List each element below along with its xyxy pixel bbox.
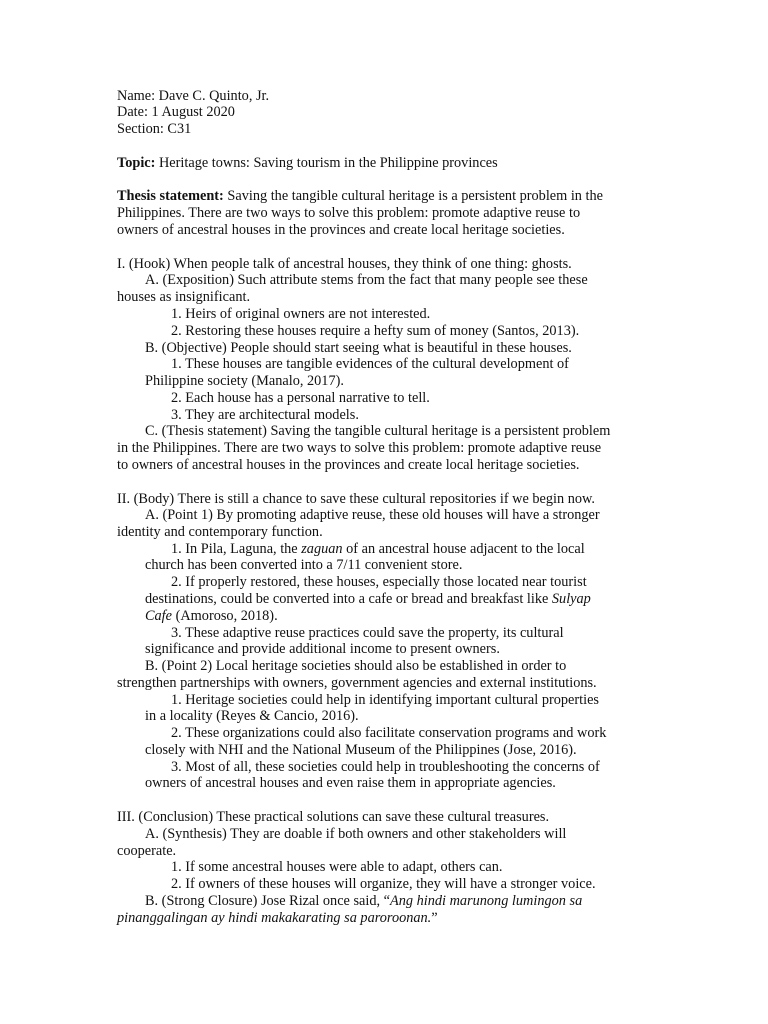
s2-a2-text: destinations, could be converted into a cafe or bread and breakfast like	[145, 591, 552, 607]
s1-a-subitem-2: 2. Restoring these houses require a hefty sum of money (Santos, 2013).	[171, 323, 580, 339]
s2-item-b-line-2: strengthen partnerships with owners, government agencies and external institutions.	[117, 675, 597, 691]
s2-a-subitem-3-line-1: 3. These adaptive reuse practices could save the property, its cultural	[171, 625, 564, 641]
thesis-line-1	[117, 188, 603, 205]
name-line: Name: Dave C. Quinto, Jr.	[117, 88, 270, 104]
s2-item-b-line-1: B. (Point 2) Local heritage societies should also be established in order to	[145, 658, 567, 674]
thesis-text-1: Saving the tangible cultural heritage is a persistent problem in the	[227, 188, 603, 204]
s2-a-subitem-2-line-2	[145, 591, 591, 608]
thesis-label: Thesis statement:	[117, 188, 224, 204]
s1-item-b: B. (Objective) People should start seeing what is beautiful in these houses.	[145, 340, 572, 356]
s2-b-subitem-3-line-2: owners of ancestral houses and even raise them in appropriate agencies.	[145, 775, 556, 791]
s2-a-subitem-2-line-3	[145, 608, 278, 625]
s2-a2-italic-2: Cafe	[145, 608, 173, 624]
s2-a1-italic: zaguan	[301, 541, 343, 557]
section-3-heading: III. (Conclusion) These practical solutions can save these cultural treasures.	[117, 809, 550, 825]
s3-item-a-line-1: A. (Synthesis) They are doable if both owners and other stakeholders will	[145, 826, 567, 842]
date-line: Date: 1 August 2020	[117, 104, 235, 120]
thesis-line-3: owners of ancestral houses in the provinces and create local heritage societies.	[117, 222, 565, 238]
s3-item-b-line-2	[117, 910, 438, 927]
s3-item-b-line-1	[145, 893, 582, 910]
s2-a-subitem-3-line-2: significance and provide additional income to present owners.	[145, 641, 500, 657]
s2-a1-text-post: of an ancestral house adjacent to the local	[342, 541, 585, 557]
s2-b-subitem-2-line-1: 2. These organizations could also facilitate conservation programs and work	[171, 725, 607, 741]
s1-b-subitem-2: 2. Each house has a personal narrative to tell.	[171, 390, 430, 406]
thesis-line-2: Philippines. There are two ways to solve this problem: promote adaptive reuse to	[117, 205, 581, 221]
s2-b-subitem-1-line-1: 1. Heritage societies could help in identifying important cultural properties	[171, 692, 599, 708]
s2-a-subitem-1-line-1	[171, 541, 585, 558]
s2-a1-text-pre: 1. In Pila, Laguna, the	[171, 541, 302, 557]
s2-b-subitem-1-line-2: in a locality (Reyes & Cancio, 2016).	[145, 708, 359, 724]
s2-a-subitem-2-line-1: 2. If properly restored, these houses, especially those located near tourist	[171, 574, 587, 590]
s3-b-text: B. (Strong Closure) Jose Rizal once said, “	[145, 893, 390, 909]
quote-close-mark: ”	[431, 910, 438, 926]
s2-item-a-line-1: A. (Point 1) By promoting adaptive reuse, these old houses will have a stronger	[145, 507, 600, 523]
s1-item-a-line-2: houses as insignificant.	[117, 289, 251, 305]
topic-label: Topic:	[117, 155, 156, 171]
rizal-quote-part-2: pinanggalingan ay hindi makakarating sa paroroonan.	[117, 910, 432, 926]
s3-a-subitem-2: 2. If owners of these houses will organize, they will have a stronger voice.	[171, 876, 596, 892]
s2-a2-citation: (Amoroso, 2018).	[172, 608, 278, 624]
s2-a2-italic-1: Sulyap	[551, 591, 591, 607]
s2-b-subitem-2-line-2: closely with NHI and the National Museum of the Philippines (Jose, 2016).	[145, 742, 577, 758]
s1-item-c-line-2: in the Philippines. There are two ways to solve this problem: promote adaptive reuse	[117, 440, 602, 456]
section-2-heading: II. (Body) There is still a chance to save these cultural repositories if we begin now.	[117, 491, 596, 507]
s1-b-subitem-1-line-2: Philippine society (Manalo, 2017).	[145, 373, 344, 389]
s2-b-subitem-3-line-1: 3. Most of all, these societies could help in troubleshooting the concerns of	[171, 759, 600, 775]
s1-item-c-line-1: C. (Thesis statement) Saving the tangible cultural heritage is a persistent problem	[145, 423, 611, 439]
s3-a-subitem-1: 1. If some ancestral houses were able to adapt, others can.	[171, 859, 503, 875]
s1-item-c-line-3: to owners of ancestral houses in the provinces and create local heritage societies.	[117, 457, 580, 473]
s1-b-subitem-3: 3. They are architectural models.	[171, 407, 359, 423]
rizal-quote-part-1: Ang hindi marunong lumingon sa	[390, 893, 583, 909]
s2-a-subitem-1-line-2: church has been converted into a 7/11 convenient store.	[145, 557, 463, 573]
s2-item-a-line-2: identity and contemporary function.	[117, 524, 323, 540]
section-1-heading: I. (Hook) When people talk of ancestral houses, they think of one thing: ghosts.	[117, 256, 572, 272]
topic-line	[117, 155, 498, 172]
s1-a-subitem-1: 1. Heirs of original owners are not interested.	[171, 306, 431, 322]
s1-b-subitem-1-line-1: 1. These houses are tangible evidences of the cultural development of	[171, 356, 569, 372]
s1-item-a-line-1: A. (Exposition) Such attribute stems from the fact that many people see these	[145, 272, 588, 288]
section-line: Section: C31	[117, 121, 192, 137]
s3-item-a-line-2: cooperate.	[117, 843, 177, 859]
topic-text: Heritage towns: Saving tourism in the Philippine provinces	[158, 155, 498, 171]
